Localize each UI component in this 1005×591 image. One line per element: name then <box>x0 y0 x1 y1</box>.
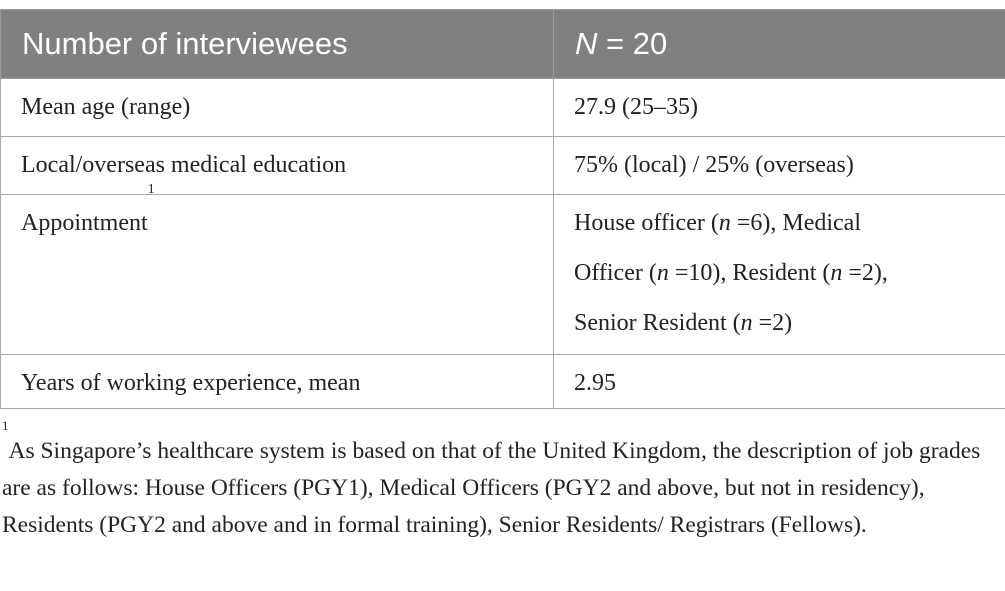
row-label: Local/overseas medical education <box>1 137 554 195</box>
header-n-var: N <box>575 26 598 61</box>
table-row <box>1 195 1005 355</box>
text-segment: Senior Resident ( <box>574 310 741 336</box>
table-footnote <box>2 418 1002 544</box>
row-label: Years of working experience, mean <box>1 355 554 409</box>
footnote-text: As Singapore’s healthcare system is based on that of the United Kingdom, the description of job grades are as follows: House Officers (PGY1), Medical Officers (PGY2 and above, but not in residency), Residents (PGY2 and above and in formal training), Senior Residents/ Registrars (Fellows). <box>2 438 981 538</box>
row-value: 75% (local) / 25% (overseas) <box>554 137 1005 195</box>
appointment-line-3 <box>574 298 993 348</box>
text-segment: =6), Medical <box>730 210 862 236</box>
appointment-line-1 <box>574 198 993 248</box>
header-title: Number of interviewees <box>22 26 348 61</box>
n-var: n <box>656 260 669 286</box>
row-value: 2.95 <box>554 355 1005 409</box>
table-header-row <box>1 10 1005 79</box>
text-segment: =2), <box>842 260 888 286</box>
text-segment: =2) <box>752 310 793 336</box>
row-label-cell <box>1 182 554 355</box>
footnote-marker: 1 <box>2 418 9 433</box>
text-segment: =10), Resident ( <box>668 260 831 286</box>
header-cell-label <box>1 10 554 79</box>
data-table-container <box>0 9 1005 409</box>
row-label: Appointment <box>21 210 148 236</box>
text-segment: House officer ( <box>574 210 719 236</box>
text-segment: Officer ( <box>574 260 657 286</box>
row-value: 27.9 (25–35) <box>554 79 1005 137</box>
n-var: n <box>830 260 843 286</box>
n-var: n <box>740 310 753 336</box>
interviewee-table <box>0 9 1005 409</box>
table-row <box>1 79 1005 137</box>
row-value-cell <box>554 195 1005 355</box>
header-n-value: = 20 <box>597 26 668 61</box>
appointment-line-2 <box>574 248 993 298</box>
header-cell-n <box>554 10 1005 79</box>
footnote-ref: 1 <box>147 182 155 197</box>
row-label: Mean age (range) <box>1 79 554 137</box>
table-row <box>1 355 1005 409</box>
n-var: n <box>718 210 731 236</box>
